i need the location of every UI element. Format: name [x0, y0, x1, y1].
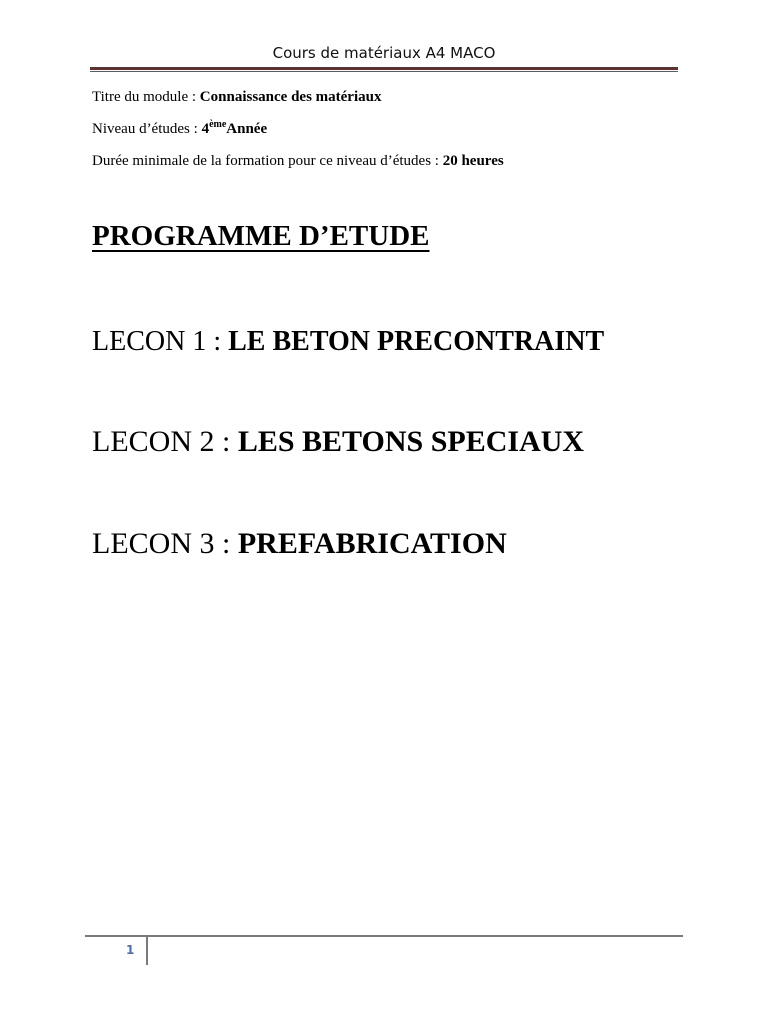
duration-line — [92, 153, 504, 170]
header-title: Cours de matériaux A4 MACO — [272, 44, 496, 62]
study-level-number: 4 — [201, 121, 210, 137]
header-rule-thin — [90, 71, 678, 72]
study-level-superscript: ème — [209, 119, 227, 130]
lesson-name: PREFABRICATION — [237, 527, 507, 560]
module-title-label: Titre du module : — [92, 89, 200, 105]
lesson-name: LE BETON PRECONTRAINT — [228, 326, 605, 357]
page-number: 1 — [126, 943, 135, 957]
duration-value: 20 heures — [442, 153, 504, 169]
lesson-item — [92, 527, 507, 561]
study-level-line — [92, 121, 267, 138]
module-title-value: Connaissance des matériaux — [199, 89, 382, 105]
duration-label: Durée minimale de la formation pour ce niveau d’études : — [92, 153, 443, 169]
lesson-name: LES BETONS SPECIAUX — [237, 425, 585, 458]
study-level-label: Niveau d’études : — [92, 121, 202, 137]
program-title: PROGRAMME D’ETUDE — [92, 220, 430, 252]
lesson-prefix: LECON 3 : — [92, 527, 238, 560]
lesson-item — [92, 425, 584, 459]
footer-rule — [85, 935, 683, 937]
header-rule — [90, 67, 678, 70]
lesson-prefix: LECON 1 : — [92, 326, 229, 357]
footer-divider — [146, 937, 148, 965]
lesson-prefix: LECON 2 : — [92, 425, 238, 458]
lesson-item — [92, 326, 604, 358]
study-level-word: Année — [226, 121, 268, 137]
module-title-line — [92, 89, 381, 106]
